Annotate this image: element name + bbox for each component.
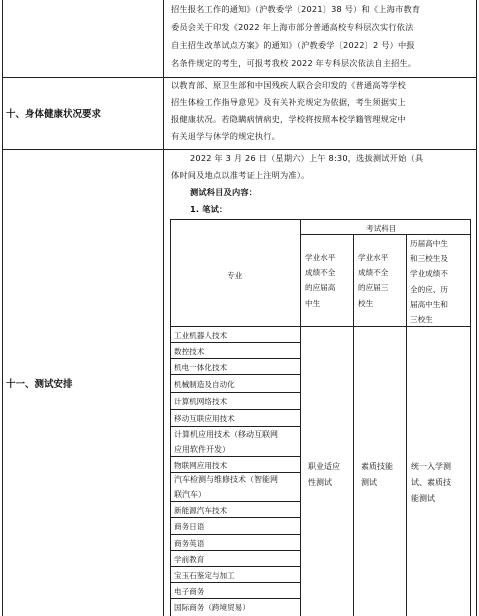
cell-line: 能测试 xyxy=(411,494,435,503)
cell-line: 试、素质技 xyxy=(411,478,451,487)
paragraph-line: 自主招生改革试点方案》的通知》（沪教委学〔2022〕2 号）中报 xyxy=(171,40,415,50)
table-row: 机电一体化技术 xyxy=(174,363,228,372)
row-border xyxy=(170,566,300,567)
row-line: 联汽车） xyxy=(174,490,206,499)
outer-border-left xyxy=(2,0,3,616)
paragraph-line: 名条件规定的考生，可报考我校 2022 年专科层次依法自主招生。 xyxy=(171,58,417,68)
table-row: 工业机器人技术 xyxy=(174,331,228,340)
table-col-divider xyxy=(406,234,407,616)
table-row: 国际商务（跨境贸易） xyxy=(174,603,250,612)
intro-line: 体时间及地点以准考证上注明为准）。 xyxy=(171,170,310,180)
header-line: 学业成绩不 xyxy=(410,269,448,279)
table-group-header-border xyxy=(300,234,471,235)
cell-line: 职业适应 xyxy=(308,462,340,471)
table-row: 宝玉石鉴定与加工 xyxy=(174,571,235,580)
table-row: 移动互联应用技术 xyxy=(174,414,235,423)
cell-line: 统一入学测 xyxy=(411,462,451,471)
header-line: 学业水平 xyxy=(358,253,389,262)
row-line: 计算机应用技术（移动互联网 xyxy=(174,430,278,439)
row-border xyxy=(170,550,300,551)
test-cell-1 xyxy=(308,459,340,491)
paragraph-line: 招生报名工作的通知》（沪教委学〔2021〕38 号）和《上海市教育 xyxy=(171,4,421,14)
paragraph-line: 委员会关于印发《2022 年上海市部分普通高校专科层次实行依法 xyxy=(171,22,414,32)
row-border xyxy=(170,374,300,375)
col-header-2 xyxy=(358,250,388,311)
col-header-1 xyxy=(305,250,335,311)
section-10-label: 十、身体健康状况要求 xyxy=(6,109,102,120)
header-line: 中生 xyxy=(305,298,321,308)
group-header: 考试科目 xyxy=(366,224,397,233)
section-11-label: 十一、测试安排 xyxy=(6,379,73,390)
header-line: 历届高中生 xyxy=(410,239,448,248)
written-heading: 1. 笔试： xyxy=(190,204,228,214)
header-line: 的应届三 xyxy=(358,283,389,293)
row-border xyxy=(170,409,300,410)
paragraph-line: 以教育部、原卫生部和中国残疾人联合会印发的《普通高等学校 xyxy=(171,80,406,90)
cell-line: 素质技能 xyxy=(361,462,393,471)
row-border xyxy=(170,582,300,583)
row-border xyxy=(170,392,300,393)
row-line: 应用软件开发） xyxy=(174,445,230,454)
cell-line: 测试 xyxy=(361,478,377,487)
table-row xyxy=(174,472,278,502)
table-col-divider xyxy=(353,234,354,616)
header-line: 学业水平 xyxy=(305,253,336,262)
table-left-border xyxy=(170,219,171,616)
col-header-3 xyxy=(410,236,448,327)
table-right-border xyxy=(470,219,471,616)
table-row: 电子商务 xyxy=(174,587,205,596)
test-cell-3 xyxy=(411,459,451,507)
header-line: 成绩不全 xyxy=(358,268,389,278)
table-top-border xyxy=(170,219,471,220)
table-row: 学前教育 xyxy=(174,555,205,564)
cell-line: 性测试 xyxy=(308,478,332,487)
paragraph-line: 有关退学与休学的规定执行。 xyxy=(171,131,281,141)
header-line: 校生 xyxy=(358,298,374,308)
table-row xyxy=(174,427,278,457)
row-border xyxy=(170,598,300,599)
row-border xyxy=(170,358,300,359)
label-column-divider xyxy=(163,0,164,616)
row-border xyxy=(170,517,300,518)
subject-heading: 测试科目及内容： xyxy=(190,187,258,197)
table-row: 数控技术 xyxy=(174,347,205,356)
table-row: 机械制造及自动化 xyxy=(174,380,235,389)
header-line: 成绩不全 xyxy=(305,268,336,278)
header-line: 全的应、历 xyxy=(410,284,448,294)
test-cell-2 xyxy=(361,459,393,491)
table-row: 物联网应用技术 xyxy=(174,461,228,470)
header-line: 三校生 xyxy=(410,315,433,325)
header-line: 和三校生及 xyxy=(410,254,448,264)
row-border xyxy=(170,534,300,535)
intro-line: 2022 年 3 月 26 日（星期六）上午 8:30，选拔测试开始（具 xyxy=(190,153,424,163)
table-row: 商务英语 xyxy=(174,539,205,548)
row-border xyxy=(170,342,300,343)
header-line: 届高中生和 xyxy=(410,299,448,309)
major-header: 专业 xyxy=(227,271,243,280)
table-row: 商务日语 xyxy=(174,522,205,531)
paragraph-line: 报健康状况。若隐瞒病情病史，学校将按照本校学籍管理规定中 xyxy=(171,114,406,124)
outer-border-right xyxy=(476,0,477,616)
row-line: 汽车检测与维修技术（智能网 xyxy=(174,475,278,484)
paragraph-line: 招生体检工作指导意见》及有关补充规定为依据，考生须据实上 xyxy=(171,97,406,107)
header-line: 的应届高 xyxy=(305,283,336,293)
table-col-divider xyxy=(300,219,301,616)
table-row: 新能源汽车技术 xyxy=(174,506,228,515)
table-row: 计算机网络技术 xyxy=(174,397,228,406)
